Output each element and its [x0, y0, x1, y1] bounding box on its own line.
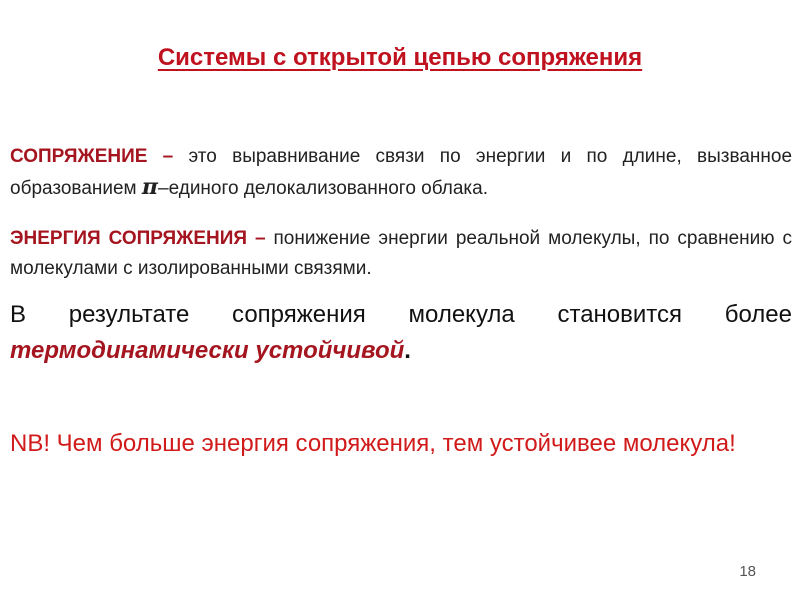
result-end: .: [404, 337, 411, 364]
result-emphasis: термодинамически устойчивой: [10, 337, 405, 364]
definition-text: это выравнивание связи по энергии и по длине, вызванное образованием: [10, 146, 793, 199]
definition-text-end: –единого делокализованного облака.: [158, 178, 488, 199]
nb-note: NB! Чем больше энергия сопряжения, тем устойчивее молекула!: [10, 430, 736, 457]
pi-symbol: π: [141, 174, 159, 200]
result-text: В результате сопряжения молекула становится более: [10, 301, 792, 328]
definition-term: СОПРЯЖЕНИЕ –: [10, 146, 174, 167]
definition-conjugation-energy: [10, 224, 792, 284]
result-statement: [10, 297, 792, 369]
page-number: 18: [739, 563, 756, 580]
slide-title: [0, 44, 800, 72]
slide-title-text: Системы с открытой цепью сопряжения: [157, 44, 643, 71]
definition-text: понижение энергии реальной молекулы, по сравнению с молекулами с изолированными связями.: [10, 228, 792, 279]
definition-conjugation: [10, 142, 792, 204]
definition-term: ЭНЕРГИЯ СОПРЯЖЕНИЯ –: [10, 228, 266, 249]
